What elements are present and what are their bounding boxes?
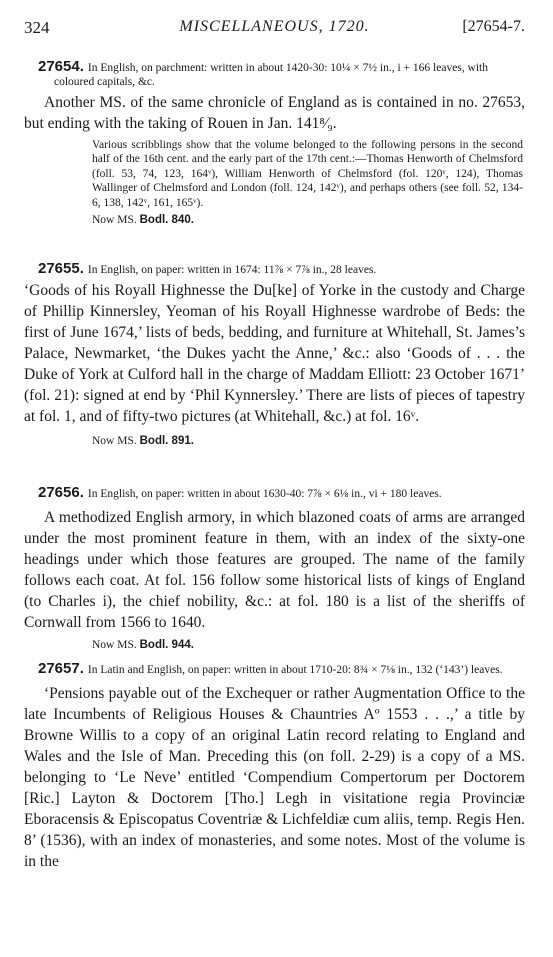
entry-number: 27655. (38, 260, 84, 277)
entry-number: 27657. (38, 660, 84, 677)
shelfmark: Bodl. 840. (139, 214, 194, 227)
entry-note: Various scribblings show that the volume belonged to the following persons in the second half of the 16th cent. and the early part of the 17th cent.:—Thomas Henworth of Chelmsford (foll. 53, 74, 123, 164ᵛ), William Henworth of Chelmsford (fol. 120ᵛ, 124), Thomas Wallinger of Chelmsford and London (foll. 124, 142ᵛ), and perhaps others (see foll. 52, 134-6, 138, 142ᵛ, 161, 165ᵛ). (92, 139, 523, 209)
catalogue-entry (0, 486, 553, 653)
shelfmark-prefix: Now MS. (92, 214, 140, 227)
shelfmark: Bodl. 944. (139, 639, 194, 651)
entry-range: [27654-7. (462, 18, 525, 35)
entry-description: In English, on paper: written in about 1630-40: 7⅞ × 6⅛ in., vi + 180 leaves. (87, 488, 442, 500)
entry-description: In Latin and English, on paper: written in about 1710-20: 8¾ × 7⅛ in., 132 (‘143’) leaves. (87, 664, 503, 676)
entry-number: 27656. (38, 484, 84, 501)
entry-body: ‘Pensions payable out of the Exchequer or rather Augmentation Office to the late Incumbents of Religious Houses & Chauntries Aº 1553 . . .,’ a title by Browne Willis to a copy of an original Latin record relating to England and Wales and the Isle of Man. Preceding this (on foll. 2-29) is a copy of a MS. belonging to ‘Le Neve’ entitled ‘Compendium Compertorum per Doctorem [Ric.] Layton & Doctorem [Tho.] Legh in visitatione regia Provinciæ Eboracensis & Episcopatus Coventriæ & Lichfeldiæ cum aliis, temp. Regis Hen. 8’ (1536), with an index of monasteries, and some notes. Most of the volume is in the (24, 685, 525, 870)
shelfmark-prefix: Now MS. (92, 639, 140, 651)
entry-body: ‘Goods of his Royall Highnesse the Du[ke] of Yorke in the custody and Charge of Phillip Kinnersley, Yeoman of his Royall Highnesse wardrobe of Beds: the first of June 1674,’ lists of beds, bedding, and furniture at Whitehall, St. James’s Palace, Newmarket, ‘the Dukes yacht the Anne,’ &c.: also ‘Goods of . . . the Duke of York at Culford hall in the charge of Maddam Elliott: 23 October 1671’ (fol. 21): signed at end by ‘Phil Kynnersley.’ There are lists of pieces of tapestry at fol. 1, and of fifty-two pictures (at Whitehall, &c.) at fol. 16ᵛ. (24, 282, 525, 425)
page-header (24, 18, 525, 40)
entry-description: In English, on parchment: written in about 1420-30: 10¼ × 7½ in., i + 166 leaves, with coloured capitals, &c. (54, 62, 488, 88)
shelfmark-prefix: Now MS. (92, 435, 140, 447)
shelfmark-line (92, 212, 553, 228)
entry-body: A methodized English armory, in which blazoned coats of arms are arranged under the most prominent feature in them, with an index of the sixty-one headings under which those features are grouped. The name of the family follows each coat. At fol. 156 follow some historical lists of kings of England (to Charles i), the chief nobility, &c.: at fol. 180 is a list of the sheriffs of Cornwall from 1566 to 1640. (24, 509, 525, 631)
catalogue-entry (0, 60, 553, 228)
entry-heading (38, 486, 523, 501)
shelfmark-line (92, 637, 553, 653)
page-number: 324 (24, 18, 50, 37)
shelfmark: Bodl. 891. (139, 435, 194, 447)
entry-description: In English, on paper: written in 1674: 11⅞ × 7⅞ in., 28 leaves. (87, 264, 377, 276)
entry-number: 27654. (38, 58, 84, 75)
entry-body: Another MS. of the same chronicle of England as is contained in no. 27653, but ending with the taking of Rouen in Jan. 141⁸⁄₉. (24, 94, 525, 132)
entry-heading (38, 60, 523, 89)
shelfmark-line (92, 433, 553, 449)
entry-heading (38, 662, 523, 677)
running-title: MISCELLANEOUS, 1720. (179, 18, 370, 35)
catalogue-entry (0, 262, 553, 449)
entry-heading (38, 262, 523, 277)
catalogue-entry (0, 662, 553, 872)
